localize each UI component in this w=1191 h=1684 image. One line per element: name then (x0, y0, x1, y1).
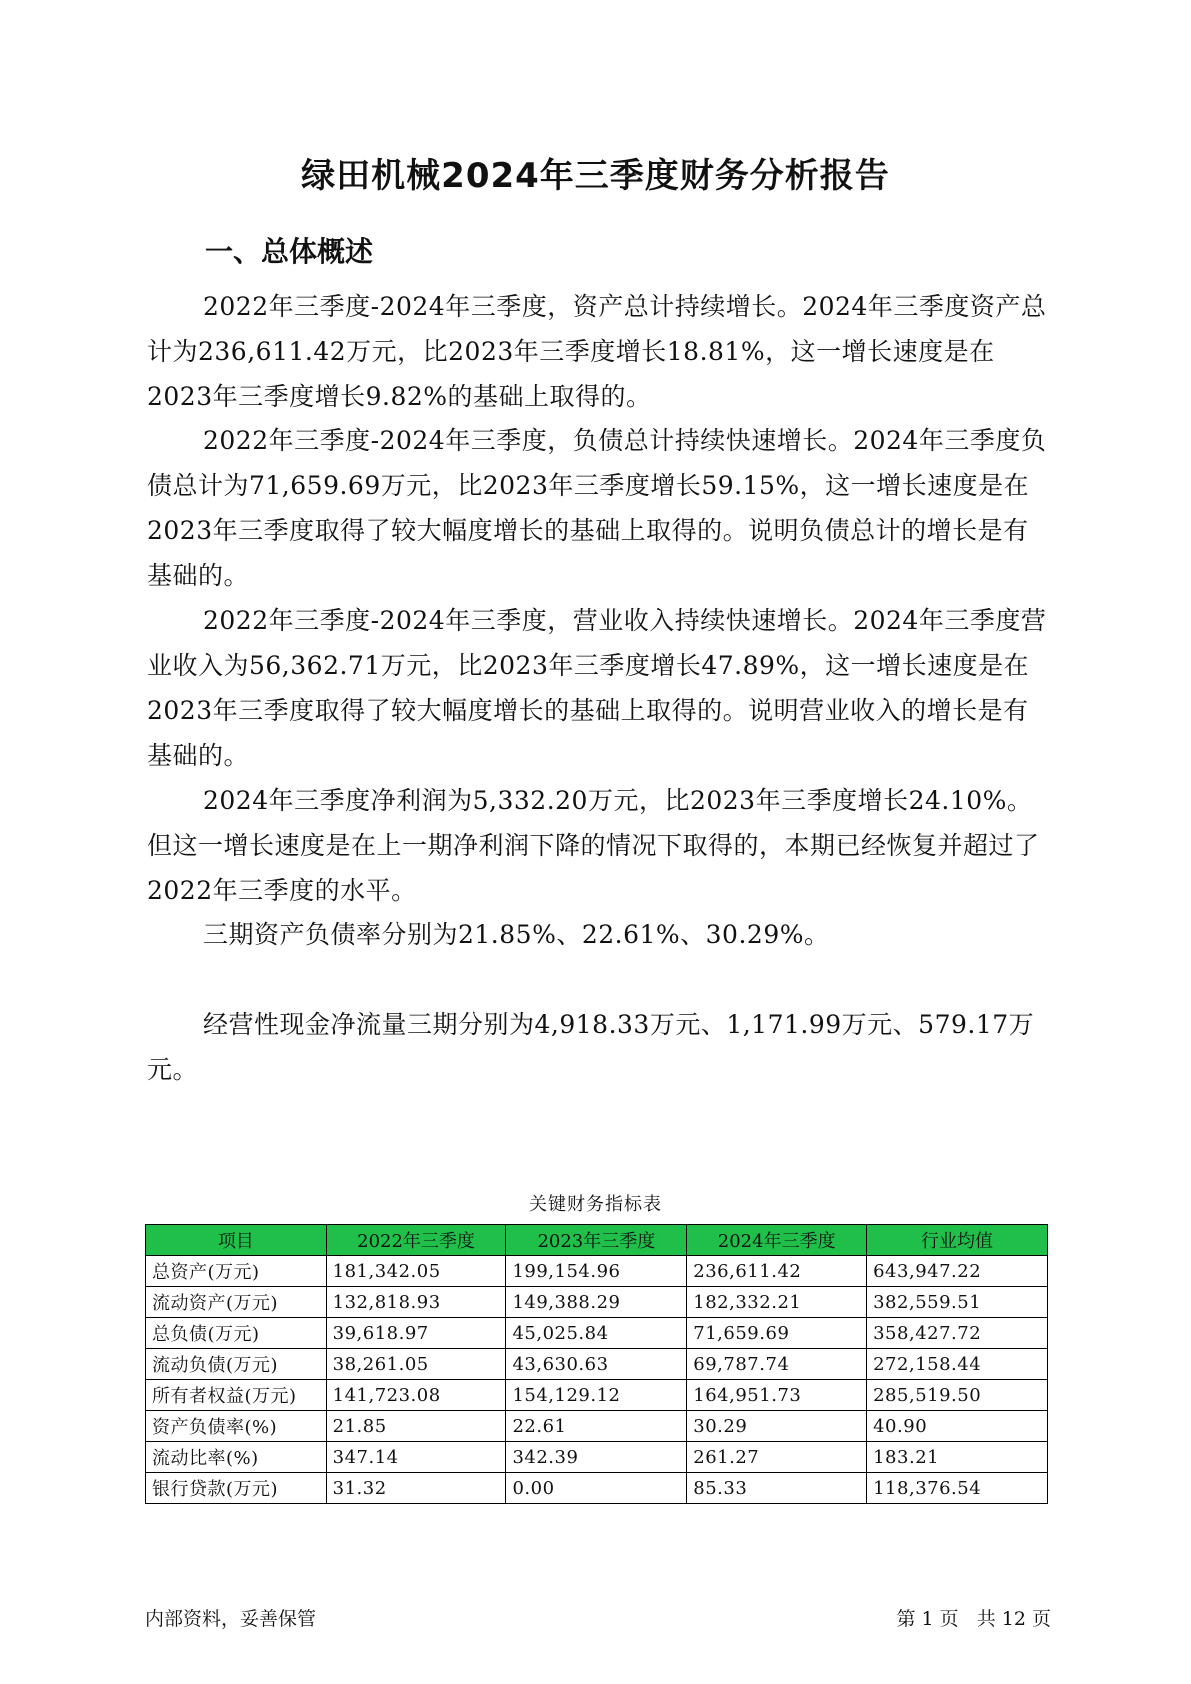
table-cell: 45,025.84 (506, 1318, 687, 1349)
table-row (146, 1349, 1048, 1380)
paragraph-revenue: 2022年三季度-2024年三季度，营业收入持续快速增长。2024年三季度营业收入为56,362.71万元，比2023年三季度增长47.89%，这一增长速度是在2023年三季度取得了较大幅度增长的基础上取得的。说明营业收入的增长是有基础的。 (147, 606, 1047, 770)
column-header: 2024年三季度 (687, 1225, 867, 1256)
table-cell: 236,611.42 (687, 1256, 867, 1287)
table-cell: 22.61 (506, 1411, 687, 1442)
table-cell: 199,154.96 (506, 1256, 687, 1287)
table-cell: 43,630.63 (506, 1349, 687, 1380)
table-cell: 0.00 (506, 1473, 687, 1504)
table-cell: 358,427.72 (867, 1318, 1048, 1349)
table-cell: 182,332.21 (687, 1287, 867, 1318)
table-cell: 382,559.51 (867, 1287, 1048, 1318)
table-cell: 285,519.50 (867, 1380, 1048, 1411)
table-cell: 40.90 (867, 1411, 1048, 1442)
section-heading: 一、总体概述 (205, 235, 374, 268)
table-row (146, 1256, 1048, 1287)
table-cell: 69,787.74 (687, 1349, 867, 1380)
table-cell: 272,158.44 (867, 1349, 1048, 1380)
key-financial-indicators-table (145, 1224, 1048, 1504)
table-cell: 149,388.29 (506, 1287, 687, 1318)
table-cell: 164,951.73 (687, 1380, 867, 1411)
table-header-row (146, 1225, 1048, 1256)
paragraph-net-profit: 2024年三季度净利润为5,332.20万元，比2023年三季度增长24.10%。但这一增长速度是在上一期净利润下降的情况下取得的，本期已经恢复并超过了2022年三季度的水平。 (147, 786, 1040, 905)
table-cell: 21.85 (326, 1411, 506, 1442)
table-cell: 643,947.22 (867, 1256, 1048, 1287)
table-cell: 183.21 (867, 1442, 1048, 1473)
table-cell: 347.14 (326, 1442, 506, 1473)
footer-confidential-note: 内部资料，妥善保管 (145, 1608, 317, 1630)
footer-page-number: 第 1 页 共 12 页 (896, 1608, 1051, 1630)
table-cell: 30.29 (687, 1411, 867, 1442)
document-title: 绿田机械2024年三季度财务分析报告 (301, 156, 890, 196)
table-cell: 85.33 (687, 1473, 867, 1504)
column-header: 2022年三季度 (326, 1225, 506, 1256)
table-cell: 141,723.08 (326, 1380, 506, 1411)
column-header: 行业均值 (867, 1225, 1048, 1256)
table-row (146, 1318, 1048, 1349)
table-cell: 流动比率(%) (146, 1442, 327, 1473)
table-cell: 总负债(万元) (146, 1318, 327, 1349)
paragraph-cash-flow: 经营性现金净流量三期分别为4,918.33万元、1,171.99万元、579.17万元。 (147, 1010, 1035, 1084)
table-cell: 118,376.54 (867, 1473, 1048, 1504)
table-cell: 39,618.97 (326, 1318, 506, 1349)
table-cell: 261.27 (687, 1442, 867, 1473)
table-cell: 银行贷款(万元) (146, 1473, 327, 1504)
table-row (146, 1473, 1048, 1504)
table-caption: 关键财务指标表 (529, 1194, 662, 1215)
table-cell: 154,129.12 (506, 1380, 687, 1411)
table-cell: 181,342.05 (326, 1256, 506, 1287)
table-cell: 38,261.05 (326, 1349, 506, 1380)
table-cell: 流动资产(万元) (146, 1287, 327, 1318)
paragraph-liabilities: 2022年三季度-2024年三季度，负债总计持续快速增长。2024年三季度负债总计为71,659.69万元，比2023年三季度增长59.15%，这一增长速度是在2023年三季度取得了较大幅度增长的基础上取得的。说明负债总计的增长是有基础的。 (147, 426, 1047, 590)
table-cell: 31.32 (326, 1473, 506, 1504)
table-cell: 总资产(万元) (146, 1256, 327, 1287)
table-cell: 132,818.93 (326, 1287, 506, 1318)
column-header: 项目 (146, 1225, 327, 1256)
table-cell: 342.39 (506, 1442, 687, 1473)
table-row (146, 1411, 1048, 1442)
table-cell: 所有者权益(万元) (146, 1380, 327, 1411)
table-cell: 资产负债率(%) (146, 1411, 327, 1442)
table-cell: 71,659.69 (687, 1318, 867, 1349)
table-row (146, 1380, 1048, 1411)
column-header: 2023年三季度 (506, 1225, 687, 1256)
table-cell: 流动负债(万元) (146, 1349, 327, 1380)
table-row (146, 1287, 1048, 1318)
table-row (146, 1442, 1048, 1473)
paragraph-assets: 2022年三季度-2024年三季度，资产总计持续增长。2024年三季度资产总计为236,611.42万元，比2023年三季度增长18.81%，这一增长速度是在2023年三季度增长9.82%的基础上取得的。 (147, 292, 1047, 411)
paragraph-debt-ratio: 三期资产负债率分别为21.85%、22.61%、30.29%。 (203, 920, 830, 949)
